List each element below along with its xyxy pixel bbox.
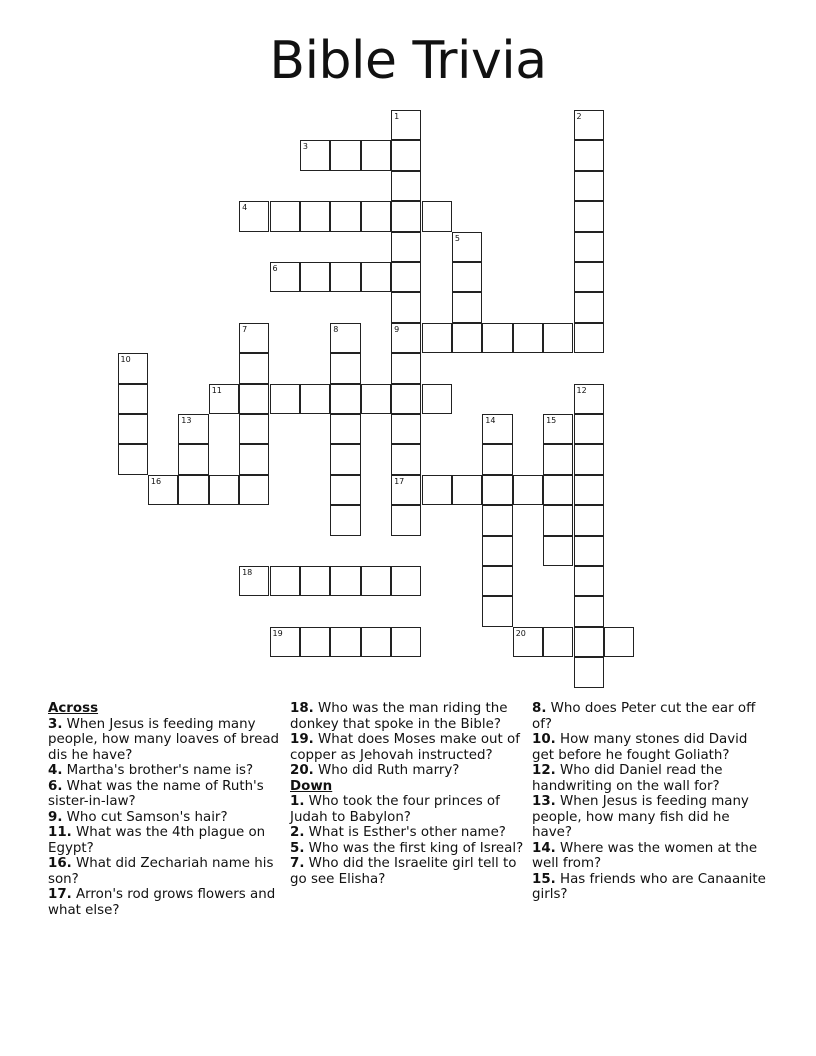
grid-cell[interactable]	[574, 566, 604, 596]
across-clue	[290, 701, 530, 732]
clue-text: Arron's rod grows flowers and what else?	[48, 887, 276, 918]
clue-text: Who did the Israelite girl tell to go see Elisha?	[290, 856, 517, 887]
grid-cell[interactable]	[330, 627, 360, 657]
clue-number: 3.	[48, 716, 63, 732]
grid-cell[interactable]	[574, 171, 604, 201]
clue-number: 7.	[290, 856, 305, 871]
grid-cell[interactable]	[300, 262, 330, 292]
grid-cell[interactable]	[452, 475, 482, 505]
cell-number: 5	[454, 233, 460, 243]
across-clue	[48, 717, 288, 764]
cell-number: 15	[546, 416, 557, 425]
clue-number: 15.	[532, 871, 556, 887]
grid-cell[interactable]	[361, 384, 391, 414]
grid-cell[interactable]	[118, 384, 148, 414]
clue-number: 18.	[290, 701, 314, 716]
across-clue	[48, 779, 288, 810]
clue-text: When Jesus is feeding many people, how many loaves of bread dis he have?	[48, 716, 280, 763]
grid-cell[interactable]	[330, 140, 360, 170]
grid-cell[interactable]	[330, 505, 360, 535]
down-clue	[290, 841, 530, 857]
grid-cell[interactable]	[270, 566, 300, 596]
grid-cell[interactable]	[391, 505, 421, 535]
clue-number: 20.	[290, 763, 314, 778]
clue-text: Who was the man riding the donkey that spoke in the Bible?	[290, 701, 508, 732]
cell-number: 1	[394, 112, 400, 121]
clue-number: 19.	[290, 732, 314, 747]
grid-cell[interactable]	[330, 353, 360, 383]
across-clue	[48, 887, 288, 918]
across-clue	[48, 763, 288, 779]
down-clue	[290, 825, 530, 841]
clue-text: Who cut Samson's hair?	[66, 809, 228, 825]
grid-cell[interactable]	[574, 657, 604, 687]
clue-number: 6.	[48, 778, 63, 794]
grid-cell[interactable]	[300, 384, 330, 414]
clue-number: 14.	[532, 840, 556, 856]
grid-cell[interactable]	[209, 475, 239, 505]
down-clue	[532, 732, 772, 763]
cell-number: 8	[333, 324, 339, 334]
down-clue	[290, 794, 530, 825]
grid-cell[interactable]	[422, 201, 452, 231]
grid-cell[interactable]	[422, 475, 452, 505]
grid-cell[interactable]	[361, 262, 391, 292]
clue-number: 4.	[48, 763, 63, 778]
grid-cell[interactable]	[118, 444, 148, 474]
cell-number: 16	[150, 476, 162, 486]
grid-cell[interactable]	[300, 566, 330, 596]
grid-cell[interactable]	[574, 262, 604, 292]
grid-cell[interactable]	[543, 536, 573, 566]
grid-cell[interactable]	[239, 414, 269, 444]
cell-number: 19	[272, 628, 283, 638]
grid-cell[interactable]	[391, 201, 421, 231]
grid-cell[interactable]	[574, 292, 604, 322]
puzzle-title: Bible Trivia	[269, 31, 547, 91]
grid-cell[interactable]	[543, 444, 573, 474]
clue-number: 12.	[532, 763, 556, 778]
grid-cell[interactable]	[391, 444, 421, 474]
clue-number: 17.	[48, 887, 72, 902]
grid-cell[interactable]	[239, 384, 269, 414]
grid-cell[interactable]	[391, 627, 421, 657]
grid-cell[interactable]	[482, 596, 512, 626]
grid-cell[interactable]	[118, 414, 148, 444]
grid-cell[interactable]	[574, 232, 604, 262]
down-heading: Down	[290, 778, 333, 794]
grid-cell[interactable]	[330, 566, 360, 596]
grid-cell[interactable]	[300, 627, 330, 657]
clue-number: 16.	[48, 856, 72, 871]
down-clue	[532, 841, 772, 872]
grid-cell[interactable]	[422, 323, 452, 353]
clue-text: Who did Daniel read the handwriting on the wall for?	[532, 763, 723, 794]
grid-cell[interactable]	[330, 201, 360, 231]
clue-number: 9.	[48, 809, 63, 825]
cell-number: 11	[211, 385, 222, 395]
cell-number: 2	[576, 112, 582, 121]
grid-cell[interactable]	[574, 414, 604, 444]
clue-number: 13.	[532, 794, 556, 809]
grid-cell[interactable]	[239, 444, 269, 474]
clue-column-3	[532, 701, 772, 903]
clue-number: 11.	[48, 825, 72, 840]
clue-text: When Jesus is feeding many people, how many fish did he have?	[532, 794, 749, 840]
clue-number: 10.	[532, 732, 556, 747]
grid-cell[interactable]	[574, 505, 604, 535]
grid-cell[interactable]	[270, 201, 300, 231]
grid-cell[interactable]	[452, 323, 482, 353]
grid-cell[interactable]	[391, 171, 421, 201]
grid-cell[interactable]	[178, 444, 208, 474]
grid-cell[interactable]	[482, 444, 512, 474]
clue-text: Who does Peter cut the ear off of?	[532, 701, 756, 732]
clue-text: Martha's brother's name is?	[66, 763, 254, 778]
down-clue	[532, 794, 772, 841]
grid-cell[interactable]	[391, 292, 421, 322]
grid-cell[interactable]	[239, 475, 269, 505]
across-clue	[290, 763, 530, 779]
clue-text: How many stones did David get before he fought Goliath?	[532, 732, 748, 763]
grid-cell[interactable]	[391, 232, 421, 262]
cell-number: 20	[515, 628, 526, 638]
grid-cell[interactable]	[330, 444, 360, 474]
grid-cell[interactable]	[361, 201, 391, 231]
down-clue	[532, 701, 772, 732]
cell-number: 10	[120, 355, 131, 365]
grid-cell[interactable]	[178, 475, 208, 505]
grid-cell[interactable]	[543, 323, 573, 353]
clue-text: Who took the four princes of Judah to Babylon?	[290, 794, 500, 825]
grid-cell[interactable]	[574, 475, 604, 505]
grid-cell[interactable]	[482, 475, 512, 505]
grid-cell[interactable]	[361, 140, 391, 170]
grid-cell[interactable]	[543, 475, 573, 505]
grid-cell[interactable]	[543, 505, 573, 535]
grid-cell[interactable]	[574, 627, 604, 657]
cell-number: 6	[272, 264, 278, 273]
cell-number: 7	[242, 324, 248, 334]
grid-cell[interactable]	[513, 475, 543, 505]
clue-number: 8.	[532, 701, 547, 716]
clue-column-2	[290, 701, 530, 887]
grid-cell[interactable]	[361, 566, 391, 596]
across-clue	[48, 810, 288, 826]
grid-cell[interactable]	[391, 566, 421, 596]
grid-cell[interactable]	[452, 292, 482, 322]
grid-cell[interactable]	[330, 414, 360, 444]
grid-cell[interactable]	[574, 444, 604, 474]
clue-number: 5.	[290, 840, 305, 856]
clue-text: Who did Ruth marry?	[318, 763, 460, 778]
grid-cell[interactable]	[330, 475, 360, 505]
grid-cell[interactable]	[391, 384, 421, 414]
cell-number: 9	[394, 324, 400, 334]
clue-text: What does Moses make out of copper as Jehovah instructed?	[290, 732, 520, 763]
across-heading: Across	[48, 701, 99, 716]
grid-cell[interactable]	[452, 262, 482, 292]
down-clue	[532, 763, 772, 794]
grid-cell[interactable]	[574, 323, 604, 353]
cell-number: 14	[485, 416, 496, 425]
grid-cell[interactable]	[574, 140, 604, 170]
grid-cell[interactable]	[330, 384, 360, 414]
clue-text: What did Zechariah name his son?	[48, 856, 274, 887]
grid-cell[interactable]	[391, 262, 421, 292]
cell-number: 4	[242, 203, 248, 213]
grid-cell[interactable]	[300, 201, 330, 231]
across-clue	[48, 856, 288, 887]
clue-text: What is Esther's other name?	[308, 825, 506, 840]
down-clue	[532, 872, 772, 903]
grid-cell[interactable]	[482, 505, 512, 535]
grid-cell[interactable]	[239, 353, 269, 383]
clue-text: Has friends who are Canaanite girls?	[532, 871, 766, 902]
grid-cell[interactable]	[543, 627, 573, 657]
across-clue	[290, 732, 530, 763]
grid-cell[interactable]	[513, 323, 543, 353]
cell-number: 12	[576, 385, 587, 395]
down-clue	[290, 856, 530, 887]
grid-cell[interactable]	[482, 323, 512, 353]
grid-cell[interactable]	[330, 262, 360, 292]
grid-cell[interactable]	[361, 627, 391, 657]
clue-column-1	[48, 701, 288, 918]
grid-cell[interactable]	[604, 627, 634, 657]
grid-cell[interactable]	[391, 414, 421, 444]
grid-cell[interactable]	[391, 353, 421, 383]
clue-text: What was the 4th plague on Egypt?	[48, 825, 266, 856]
clue-number: 2.	[290, 825, 305, 840]
cell-number: 3	[302, 142, 308, 152]
grid-cell[interactable]	[270, 384, 300, 414]
grid-cell[interactable]	[422, 384, 452, 414]
grid-cell[interactable]	[574, 596, 604, 626]
clue-text: What was the name of Ruth's sister-in-law?	[48, 778, 264, 809]
clue-number: 1.	[290, 794, 305, 809]
clue-text: Who was the first king of Isreal?	[308, 840, 524, 856]
grid-cell[interactable]	[574, 201, 604, 231]
grid-cell[interactable]	[482, 536, 512, 566]
cell-number: 17	[394, 476, 405, 486]
clue-text: Where was the women at the well from?	[532, 840, 758, 871]
cell-number: 18	[242, 568, 253, 577]
grid-cell[interactable]	[574, 536, 604, 566]
grid-cell[interactable]	[391, 140, 421, 170]
across-clue	[48, 825, 288, 856]
grid-cell[interactable]	[482, 566, 512, 596]
cell-number: 13	[181, 416, 192, 425]
